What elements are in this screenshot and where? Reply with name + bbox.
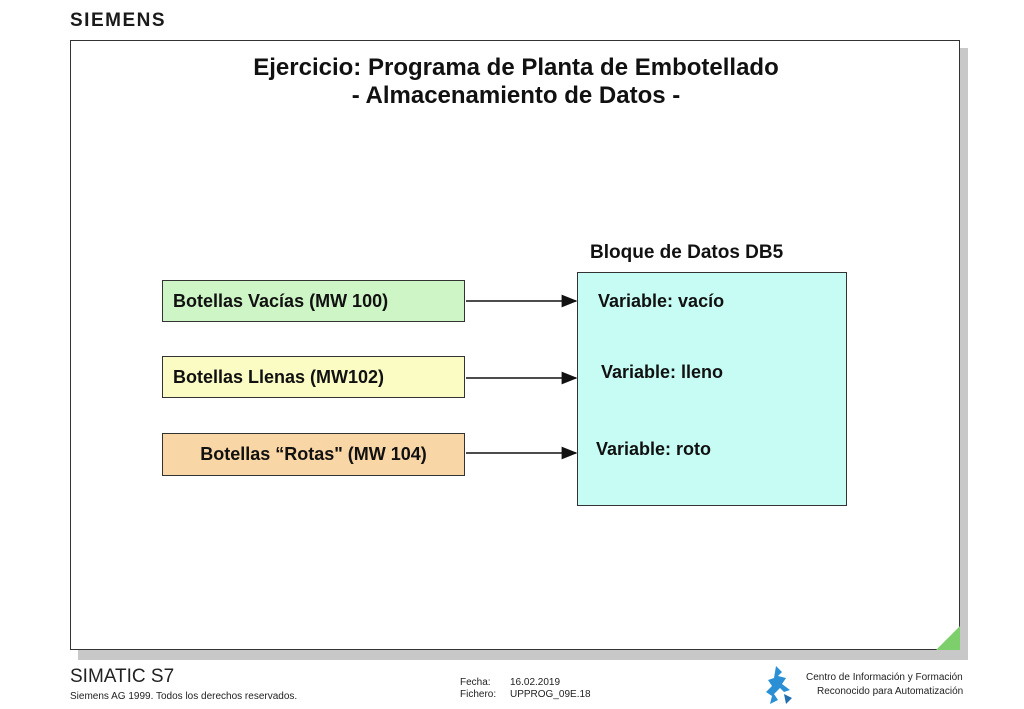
source-label-full-bottles: Botellas Llenas (MW102)	[173, 366, 385, 387]
footer-brand: SIMATIC S7	[70, 666, 175, 687]
fecha-value: 16.02.2019	[510, 677, 561, 688]
datablock-variable-lleno: Variable: lleno	[601, 362, 724, 382]
training-center-text	[806, 671, 963, 699]
slide-title-line1: Ejercicio: Programa de Planta de Embotellado	[253, 54, 779, 81]
datablock-variable-roto: Variable: roto	[596, 439, 712, 459]
fecha-label: Fecha:	[460, 677, 491, 688]
fichero-value: UPPROG_09E.18	[510, 689, 591, 700]
centro-line2: Reconocido para Automatización	[817, 686, 964, 697]
source-label-empty-bottles: Botellas Vacías (MW 100)	[173, 290, 389, 311]
source-label-broken-bottles: Botellas “Rotas" (MW 104)	[200, 444, 427, 464]
training-center-emblem-icon	[762, 664, 796, 706]
datablock-variable-vacio: Variable: vacío	[598, 291, 725, 311]
siemens-logo: SIEMENS	[70, 10, 167, 31]
footer-copyright: Siemens AG 1999. Todos los derechos reservados.	[70, 691, 298, 702]
fichero-label: Fichero:	[460, 689, 497, 700]
datablock-title: Bloque de Datos DB5	[590, 242, 784, 263]
slide-title-line2: - Almacenamiento de Datos -	[351, 82, 681, 109]
centro-line1: Centro de Información y Formación	[806, 672, 963, 683]
